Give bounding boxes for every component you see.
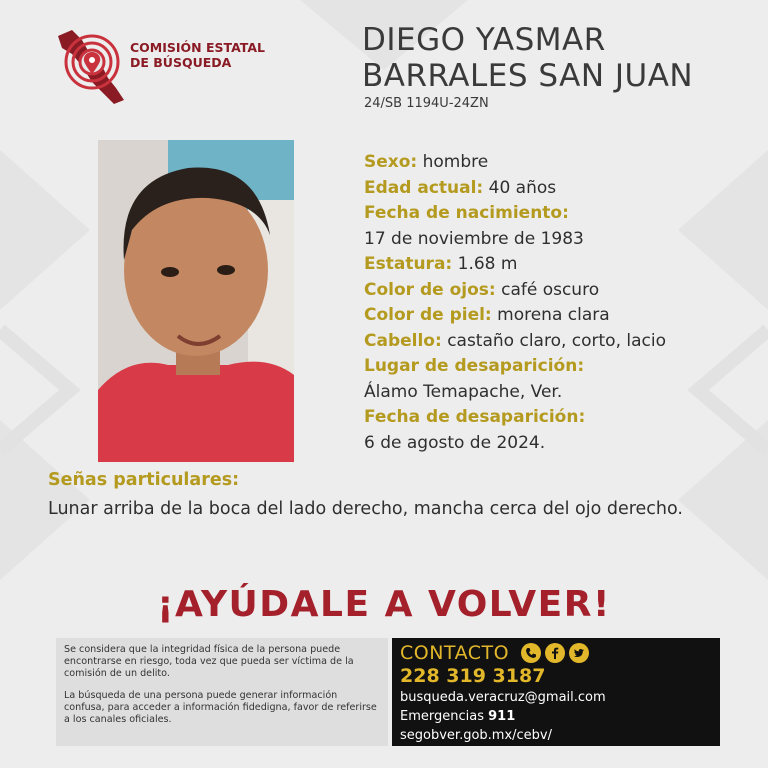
contact-email[interactable]: busqueda.veracruz@gmail.com [400, 690, 606, 705]
field-lugar-value: Álamo Temapache, Ver. [364, 381, 563, 402]
field-edad: Edad actual: 40 años [364, 177, 557, 198]
twitter-icon[interactable] [569, 643, 589, 663]
person-name: DIEGO YASMAR BARRALES SAN JUAN [362, 22, 694, 94]
disclaimer-p1: Se considera que la integridad física de la persona puede encontrarse en riesgo, toda vez que pueda ser víctima de la comisión de un delito. [64, 644, 354, 679]
field-lugar-label: Lugar de desaparición: [364, 356, 585, 376]
contact-icons [521, 643, 589, 663]
facebook-icon[interactable] [545, 643, 565, 663]
field-fecha-label: Fecha de desaparición: [364, 407, 586, 427]
field-cabello: Cabello: castaño claro, corto, lacio [364, 330, 667, 351]
org-name: COMISIÓN ESTATAL DE BÚSQUEDA [130, 40, 265, 70]
contact-box [392, 638, 720, 746]
senas-text: Lunar arriba de la boca del lado derecho, mancha cerca del ojo derecho. [48, 499, 683, 519]
field-nacimiento-value: 17 de noviembre de 1983 [364, 228, 584, 249]
call-to-action: ¡AYÚDALE A VOLVER! [157, 584, 611, 625]
case-id: 24/SB 1194U-24ZN [364, 96, 489, 111]
contact-title: CONTACTO [400, 642, 712, 664]
contact-phone[interactable]: 228 319 3187 [400, 665, 546, 687]
phone-icon[interactable] [521, 643, 541, 663]
disclaimer-box [56, 638, 388, 746]
field-piel: Color de piel: morena clara [364, 305, 610, 325]
field-sexo: Sexo: hombre [364, 152, 489, 172]
person-photo [98, 140, 294, 462]
disclaimer-p2: La búsqueda de una persona puede generar información confusa, para acceder a información fidedigna, favor de referirse a los canales oficiales. [64, 690, 377, 725]
contact-emergency: Emergencias 911 [400, 709, 516, 724]
field-fecha-value: 6 de agosto de 2024. [364, 432, 546, 453]
field-estatura: Estatura: 1.68 m [364, 254, 518, 274]
field-ojos: Color de ojos: café oscuro [364, 279, 600, 300]
senas-title: Señas particulares: [48, 470, 240, 490]
contact-website[interactable]: segobver.gob.mx/cebv/ [400, 728, 553, 743]
person-details [364, 150, 754, 456]
field-nacimiento-label: Fecha de nacimiento: [364, 203, 569, 223]
